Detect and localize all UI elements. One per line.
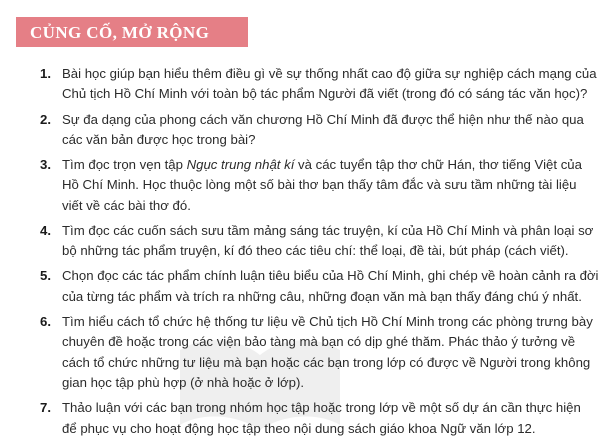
list-item	[40, 155, 596, 216]
list-item	[40, 64, 596, 105]
item-text-line	[62, 373, 596, 393]
text-segment: Tìm hiểu cách tổ chức hệ thống tư liệu về Chủ tịch Hồ Chí Minh trong các phòng trưng bày	[62, 313, 593, 329]
section-title: CỦNG CỐ, MỞ RỘNG	[30, 23, 210, 42]
item-text-line	[62, 196, 596, 216]
text-segment: Thảo luận với các bạn trong nhóm học tập hoặc trong lớp về một số dự án cần thực hiện	[62, 400, 581, 416]
book-title-text: Ngục trung nhật kí	[186, 157, 295, 172]
text-segment: Sự đa dạng của phong cách văn chương Hồ Chí Minh đã được thể hiện như thế nào qua	[62, 111, 584, 127]
item-text-line	[62, 155, 596, 175]
text-segment: Chọn đọc các tác phẩm chính luận tiêu biểu của Hồ Chí Minh, ghi chép về hoàn cảnh ra đời	[62, 268, 599, 284]
text-segment: của từng tác phẩm và trích ra những câu, những đoạn văn mà bạn thấy đáng chú ý nhất.	[62, 288, 582, 304]
item-number: 5.	[40, 268, 51, 284]
item-text-line	[62, 332, 596, 352]
item-text	[62, 110, 596, 151]
item-number: 6.	[40, 313, 51, 329]
text-segment: Hồ Chí Minh. Học thuộc lòng một số bài thơ bạn thấy tâm đắc và sưu tầm những tài liệu	[62, 177, 577, 193]
item-text	[62, 64, 596, 105]
list-item	[40, 266, 599, 307]
text-segment: và các tuyển tập thơ chữ Hán, thơ tiếng Việt của	[294, 157, 582, 172]
text-segment: Chủ tịch Hồ Chí Minh với toàn bộ tác phẩm Người đã viết (trong đó có sáng tác văn học)?	[62, 86, 588, 102]
item-number: 2.	[40, 111, 51, 127]
item-text	[62, 155, 596, 216]
item-text-line	[62, 64, 596, 84]
item-text-line	[62, 175, 596, 195]
item-text	[62, 221, 596, 262]
text-segment: chuyên đề hoặc trong các viện bảo tàng mà bạn có dịp ghé thăm. Phác thảo ý tưởng về	[62, 334, 576, 350]
item-text-line	[62, 130, 596, 150]
list-item	[40, 110, 596, 151]
text-segment: để phục vụ cho hoạt động học tập theo nội dung sách giáo khoa Ngữ văn lớp 12.	[62, 420, 536, 436]
item-text	[62, 398, 596, 439]
item-number: 4.	[40, 222, 51, 238]
item-text-line	[62, 266, 599, 286]
item-text-line	[62, 312, 596, 332]
item-number: 3.	[40, 157, 51, 172]
text-segment: cách tổ chức những tư liệu mà bạn hoặc các bạn trong lớp có được về Người trong không	[62, 354, 591, 370]
text-segment: gian học tập phù hợp (ở nhà hoặc ở lớp).	[62, 375, 305, 391]
item-text-line	[62, 110, 596, 130]
item-text-line	[62, 221, 596, 241]
list-item	[40, 398, 596, 439]
item-text-line	[62, 287, 596, 307]
list-item	[40, 312, 596, 394]
item-text-line	[62, 419, 596, 439]
item-number: 1.	[40, 66, 51, 81]
item-text	[62, 312, 596, 394]
item-text-line	[62, 241, 596, 261]
text-segment: Tìm đọc các cuốn sách sưu tầm mảng sáng tác truyện, kí của Hồ Chí Minh và phân loại sơ	[62, 222, 594, 238]
text-segment: bộ những tác phẩm truyện, kí đó theo các tiêu chí: thể loại, đề tài, bút pháp (cách viết).	[62, 243, 569, 259]
text-segment: viết về các bài thơ đó.	[62, 197, 191, 213]
item-text-line	[62, 353, 596, 373]
item-text-line	[62, 84, 596, 104]
list-item	[40, 221, 596, 262]
item-text-line	[62, 398, 596, 418]
item-text	[62, 266, 599, 307]
review-question-list	[40, 64, 599, 444]
text-segment: các văn bản được học trong bài?	[62, 131, 256, 147]
text-segment: Bài học giúp bạn hiểu thêm điều gì về sự thống nhất cao độ giữa sự nghiệp cách mạng của	[62, 66, 597, 81]
item-number: 7.	[40, 400, 51, 416]
text-segment: Tìm đọc trọn vẹn tập	[62, 157, 187, 172]
